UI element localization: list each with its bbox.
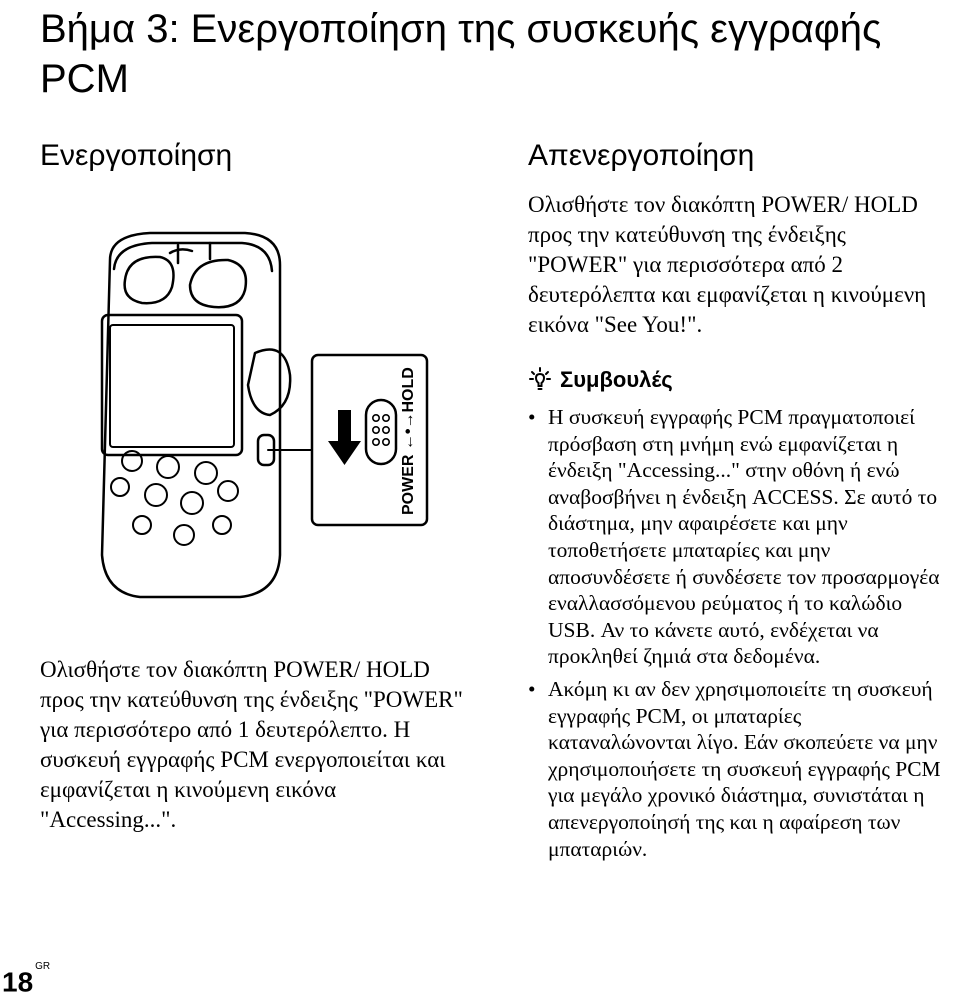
page-language-code: GR <box>35 961 51 972</box>
page-number <box>2 962 50 999</box>
tip-text: Η συσκευή εγγραφής PCM πραγματοποιεί πρόσβαση στη μνήμη ενώ εμφανίζεται η ένδειξη "Accessing..." στην οθόνη ή ενώ αναβοσβήνει η ένδειξη ACCESS. Σε αυτό το διάστημα, μην αφαιρέσετε και μην τοποθετήσετε μπαταρίες και μην αποσυνδέσετε ή συνδέσετε τον προσαρμογέα εναλλασσόμενου ρεύματος ή το καλώδιο USB. Αν το κάνετε αυτό, ενδέχεται να προκληθεί ζημιά στα δεδομένα. <box>548 405 940 669</box>
tips-title: Συμβουλές <box>560 367 673 392</box>
lightbulb-icon <box>528 366 552 394</box>
power-off-heading: Απενεργοποίηση <box>528 139 755 172</box>
power-hold-label: POWER ←•→HOLD <box>400 367 417 515</box>
page-title: Βήμα 3: Ενεργοποίηση της συσκευής εγγραφής PCM <box>40 7 882 101</box>
power-off-instructions: Ολισθήστε τον διακόπτη POWER/ HOLD προς την κατεύθυνση της ένδειξης "POWER" για περισσότερα από 2 δευτερόλεπτα και εμφανίζεται η κινούμενη εικόνα "See You!". <box>528 192 927 337</box>
tip-item <box>528 404 948 670</box>
tip-text: Ακόμη κι αν δεν χρησιμοποιείτε τη συσκευή εγγραφής PCM, οι μπαταρίες καταναλώνονται λίγο. Εάν σκοπεύετε να μην χρησιμοποιήσετε τη συσκευή εγγραφής PCM για μεγάλο χρονικό διάστημα, συνιστάται η απενεργοποίησή της και η αφαίρεση των μπαταριών. <box>548 676 941 861</box>
power-on-instructions: Ολισθήστε τον διακόπτη POWER/ HOLD προς την κατεύθυνση της ένδειξης "POWER" για περισσότερο από 1 δευτερόλεπτο. Η συσκευή εγγραφής PCM ενεργοποιείται και εμφανίζεται η κινούμενη εικόνα "Accessing...". <box>40 657 463 832</box>
tips-section <box>528 362 948 868</box>
power-on-heading: Ενεργοποίηση <box>40 139 233 172</box>
page-number-value: 18 <box>2 966 34 998</box>
tips-header <box>528 362 948 398</box>
bullet-icon: • <box>528 676 536 701</box>
bullet-icon: • <box>528 405 536 429</box>
tip-item <box>528 676 948 862</box>
tips-list <box>528 404 948 862</box>
pcm-recorder-illustration <box>80 225 440 605</box>
